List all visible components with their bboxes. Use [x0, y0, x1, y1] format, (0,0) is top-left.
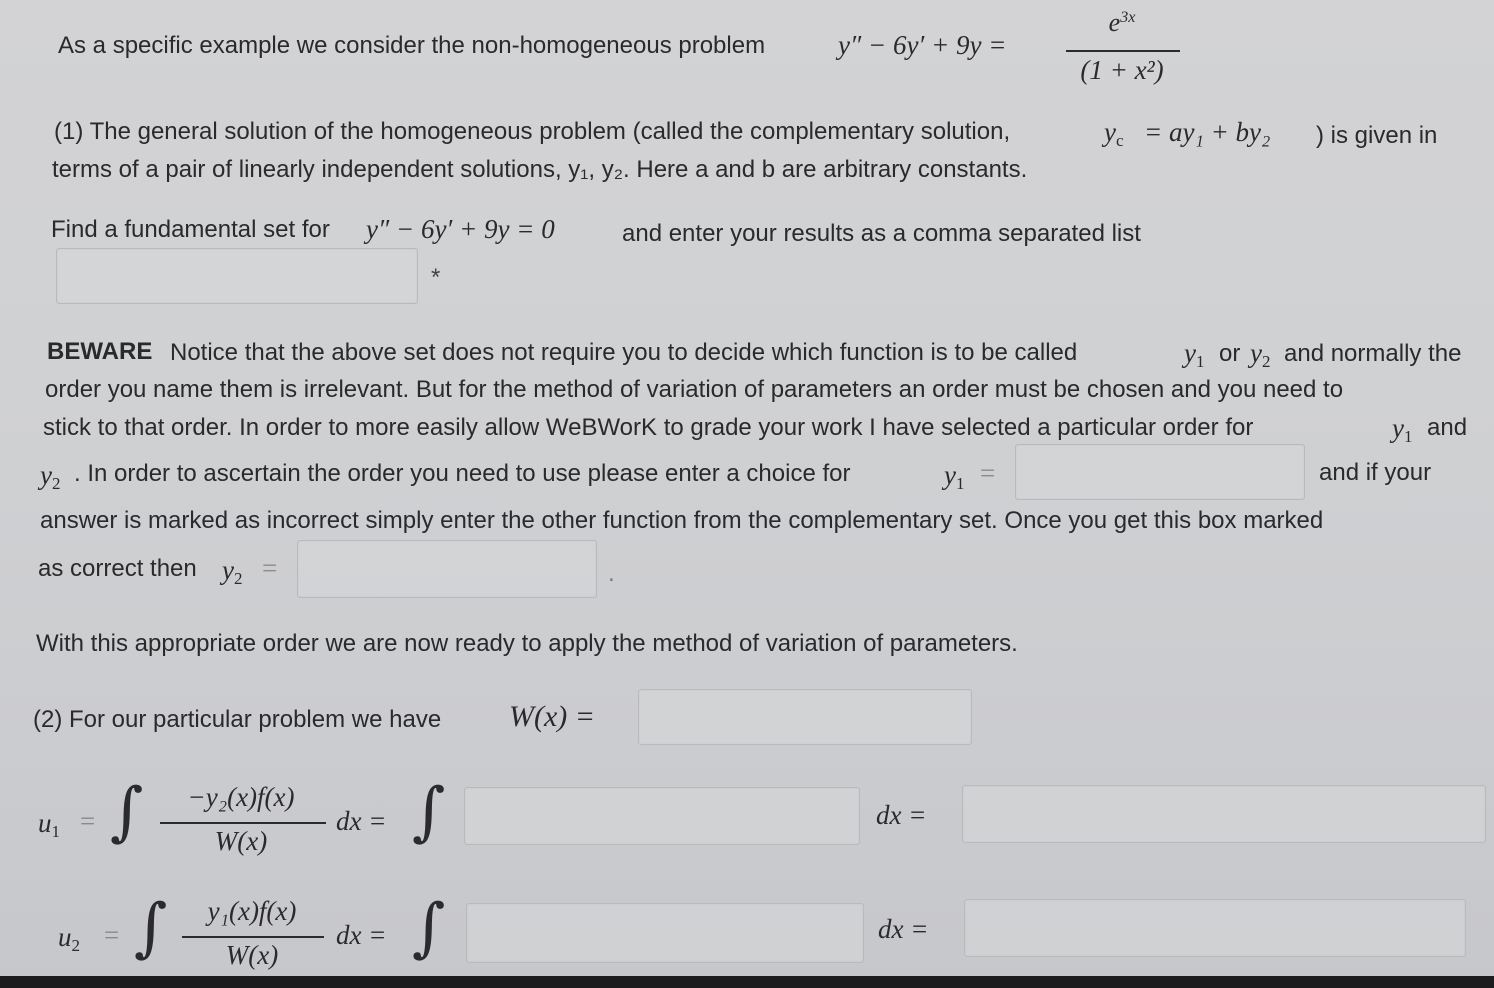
find-equation: y″ − 6y′ + 9y = 0: [366, 214, 555, 244]
wronskian-input[interactable]: [638, 689, 972, 745]
rhs-numerator: e: [1108, 8, 1121, 37]
equals-sign-2: =: [262, 553, 278, 583]
u2-dx: dx =: [336, 920, 387, 950]
screen-bezel: [0, 976, 1494, 988]
u2-integrand-input[interactable]: [466, 903, 864, 963]
u1-equals: =: [80, 806, 96, 836]
find-text: Find a fundamental set for: [51, 216, 330, 243]
u1-integrand-input[interactable]: [464, 787, 860, 845]
part1-line2: terms of a pair of linearly independent solutions, y₁, y₂. Here a and b are arbitrary constants.: [52, 156, 1028, 183]
beware-line1: Notice that the above set does not require you to decide which function is to be called: [170, 339, 1078, 366]
intro-text: As a specific example we consider the non-homogeneous problem: [58, 32, 766, 59]
or-word: or: [1219, 340, 1241, 367]
beware-label: BEWARE: [47, 338, 153, 365]
integral-sign-icon: ∫: [412, 891, 446, 965]
part2-text: (2) For our particular problem we have: [33, 706, 442, 733]
beware-line2: order you name them is irrelevant. But for the method of variation of parameters an order must be chosen and you need to: [45, 376, 1344, 403]
u1-label: $u_1$: [38, 808, 60, 841]
beware-line5: answer is marked as incorrect simply enter the other function from the complementary set. Once you get this box marked: [40, 507, 1324, 534]
required-asterisk: *: [431, 264, 441, 291]
ready-text: With this appropriate order we are now ready to apply the method of variation of parameters.: [36, 630, 1018, 657]
u2-numerator: y₁(x)f(x): [207, 896, 297, 926]
u2-denominator: W(x): [225, 940, 279, 970]
u2-equals: =: [104, 920, 120, 950]
wronskian-label: W(x) =: [509, 700, 596, 733]
yc-symbol: $y_c$: [1104, 117, 1124, 150]
integral-sign-icon: ∫: [110, 775, 144, 849]
y2-symbol-b: $y_2$: [40, 460, 61, 493]
u2-label: $u_2$: [58, 922, 80, 955]
beware-line3-end: and: [1427, 414, 1468, 441]
equals-sign: =: [980, 458, 996, 488]
u1-result-input[interactable]: [962, 785, 1486, 843]
u2-fraction-bar: [182, 936, 324, 938]
beware-line3: stick to that order. In order to more easily allow WeBWorK to grade your work I have selected a particular order for: [43, 414, 1254, 441]
yc-formula: = ay₁ + by₂: [1144, 117, 1271, 147]
y2-symbol-c: $y_2$: [222, 555, 243, 588]
u1-dx-end: dx =: [876, 800, 927, 830]
y1-choice-input[interactable]: [1015, 444, 1305, 500]
y1-symbol-b: $y_1$: [1392, 413, 1413, 446]
u1-numerator: −y₂(x)f(x): [187, 782, 295, 812]
part1-line1: (1) The general solution of the homogeneous problem (called the complementary solution,: [54, 118, 1011, 145]
beware-line4-end: and if your: [1319, 459, 1432, 486]
u1-denominator: W(x): [214, 826, 268, 856]
beware-line1-end: and normally the: [1284, 340, 1462, 367]
part1-line1-end: ) is given in: [1316, 122, 1438, 149]
u2-result-input[interactable]: [964, 899, 1466, 957]
y2-choice-input[interactable]: [297, 540, 597, 598]
integral-sign-icon: ∫: [412, 775, 446, 849]
beware-line4: . In order to ascertain the order you need to use please enter a choice for: [74, 460, 851, 487]
intro-rhs-fraction: [1062, 8, 1182, 38]
rhs-denominator: (1 + x²): [1080, 55, 1164, 85]
beware-line6: as correct then: [38, 555, 197, 582]
y2-symbol-a: $y_2$: [1250, 338, 1271, 371]
u1-dx: dx =: [336, 806, 387, 836]
fundamental-set-input[interactable]: [56, 248, 418, 304]
integral-sign-icon: ∫: [134, 891, 168, 965]
y1-symbol-a: $y_1$: [1184, 338, 1205, 371]
trailing-period: .: [608, 560, 615, 587]
u1-fraction-bar: [160, 822, 326, 824]
fraction-bar: [1066, 50, 1180, 52]
rhs-exponent: 3x: [1120, 9, 1136, 26]
find-text-after: and enter your results as a comma separated list: [622, 220, 1141, 247]
intro-equation: y″ − 6y′ + 9y =: [838, 30, 1007, 60]
y1-symbol-c: $y_1$: [944, 460, 965, 493]
u2-dx-end: dx =: [878, 914, 929, 944]
